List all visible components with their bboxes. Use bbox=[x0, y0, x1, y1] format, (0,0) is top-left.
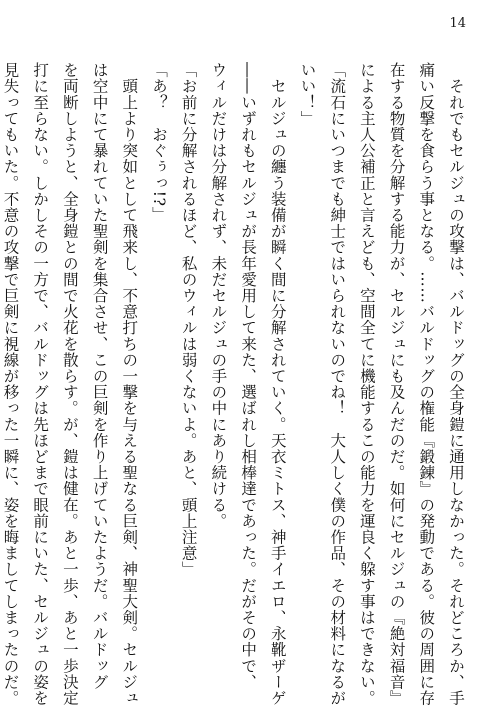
text-line: 「流石にいつまでも紳士ではいられないのでね！ 大人しく僕の作品、その材料になるが bbox=[328, 62, 347, 706]
text-line: それでもセルジュの攻撃は、バルドッグの全身鎧に通用しなかった。それどころか、手 bbox=[447, 62, 465, 706]
text-line: 頭上より突如として飛来し、不意打ちの一撃を与える聖なる巨剣、神聖大剣。セルジュ bbox=[120, 62, 139, 706]
text-line: による主人公補正と言えども、空間全てに機能するこの能力を運良く躱す事はできない。 bbox=[357, 62, 376, 706]
text-line: ウィルだけは分解されず、未だセルジュの手の中にあり続ける。 bbox=[209, 62, 228, 529]
text-line: 痛い反撃を食らう事となる。……バルドッグの権能『鍛錬』の発動である。彼の周囲に存 bbox=[417, 62, 436, 706]
text-line: セルジュの纏う装備が瞬く間に分解されていく。天衣ミトス、神手イエロ、永靴ザーゲ bbox=[268, 62, 287, 706]
body-text bbox=[1, 62, 470, 706]
text-line: ――いずれもセルジュが長年愛用して来た、選ばれし相棒達であった。だがその中で、 bbox=[239, 62, 258, 690]
text-line: を両断しようと、全身鎧との間で火花を散らす。が、鎧は健在。あと一歩、あと一歩決定 bbox=[60, 62, 79, 706]
text-line: 打に至らない。しかしその一方で、バルドッグは先ほどまで眼前にいた、セルジュの姿を bbox=[31, 62, 50, 706]
text-line: 「あ？ おぐぅっ!?」 bbox=[149, 62, 168, 223]
text-line: いい！」 bbox=[298, 62, 317, 127]
text-line: 見失ってもいた。不意の攻撃で巨剣に視線が移った一瞬に、姿を晦ましてしまったのだ。 bbox=[1, 62, 20, 706]
page-number: 14 bbox=[449, 16, 466, 31]
text-line: 在する物質を分解する能力が、セルジュにも及んだのだ。如何にセルジュの『絶対福音』 bbox=[387, 62, 406, 706]
text-line: 「お前に分解されるほど、私のウィルは弱くないよ。あと、頭上注意」 bbox=[179, 62, 198, 578]
text-line: は空中にて暴れていた聖剣を集合させ、この巨剣を作り上げていたようだ。バルドッグ bbox=[90, 62, 109, 690]
